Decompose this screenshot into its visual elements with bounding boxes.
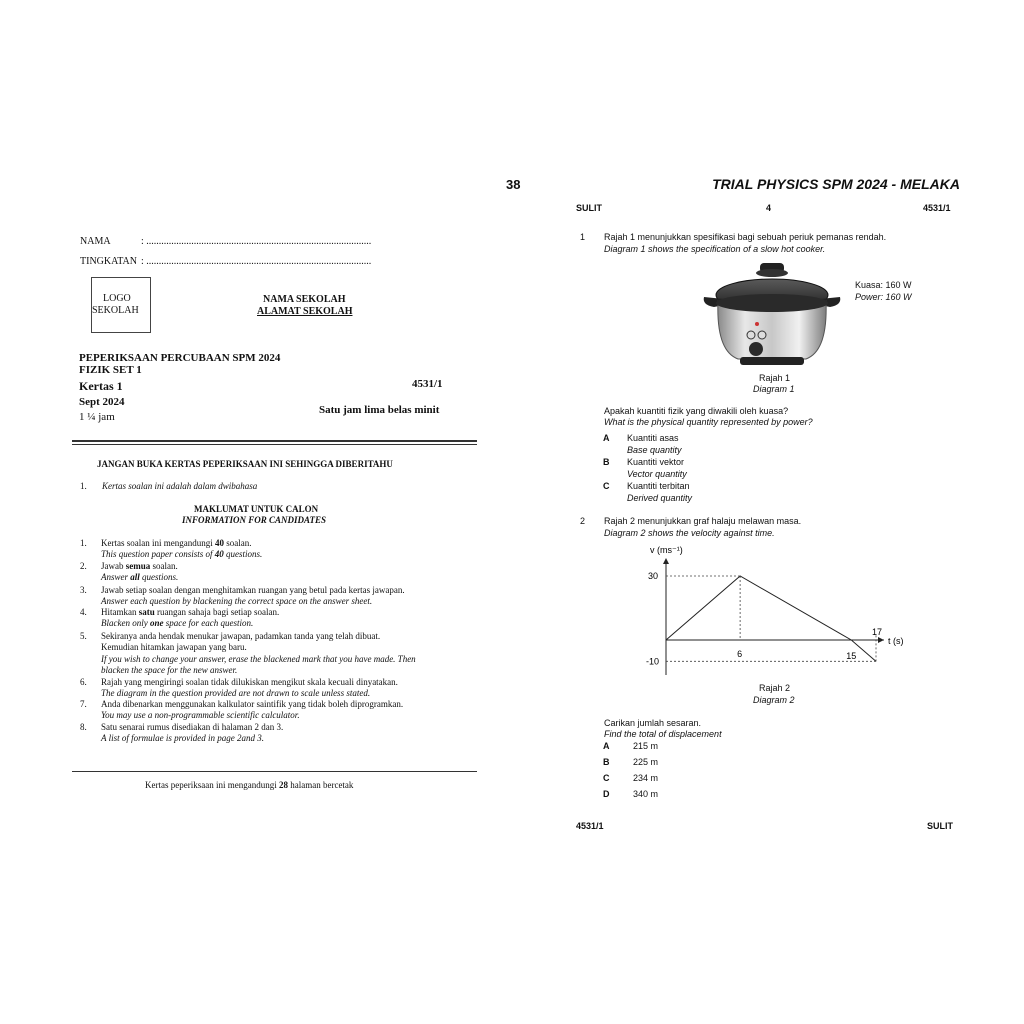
instruction-text-my-cont: Kemudian hitamkan jawapan yang baru. (101, 642, 247, 652)
q1-option-letter[interactable]: C (603, 481, 610, 491)
sulit-label-top: SULIT (576, 203, 602, 213)
q2-question-my: Carikan jumlah sesaran. (604, 718, 702, 728)
q1-caption-my: Rajah 1 (759, 373, 791, 383)
q2-option-c[interactable]: 234 m (633, 773, 659, 783)
q1-option-c-en[interactable]: Derived quantity (627, 493, 693, 503)
instruction-text-en: If you wish to change your answer, erase the blackened mark that you have made. Then (101, 654, 416, 664)
instruction-text-my: Jawab setiap soalan dengan menghitamkan ruangan yang betul pada kertas jawapan. (101, 585, 405, 595)
q1-option-a-en[interactable]: Base quantity (627, 445, 682, 455)
instruction-text-my: Jawab semua soalan. (101, 561, 178, 571)
duration: 1 ¼ jam (79, 411, 115, 423)
q1-option-letter[interactable]: B (603, 457, 610, 467)
instruction-text-en: You may use a non-programmable scientific calculator. (101, 710, 300, 720)
footer-divider (72, 771, 477, 772)
instruction-text-en: Answer all questions. (101, 572, 179, 582)
school-name: NAMA SEKOLAH (263, 294, 346, 305)
page-number: 38 (506, 177, 521, 192)
q2-option-letter[interactable]: B (603, 757, 610, 767)
paper-code: 4531/1 (412, 378, 443, 390)
warning-text: JANGAN BUKA KERTAS PEPERIKSAAN INI SEHINGGA DIBERITAHU (97, 459, 393, 469)
q2-caption-my: Rajah 2 (759, 683, 791, 693)
instruction-text-en: The diagram in the question provided are not drawn to scale unless stated. (101, 688, 371, 698)
q2-option-letter[interactable]: D (603, 789, 610, 799)
velocity-time-graph (630, 540, 920, 685)
page-no: 4 (766, 203, 772, 213)
q2-caption-en: Diagram 2 (753, 695, 795, 705)
footer-sulit: SULIT (927, 821, 953, 831)
q2-option-a[interactable]: 215 m (633, 741, 659, 751)
instruction-text-my: Satu senarai rumus disediakan di halaman 2 dan 3. (101, 722, 284, 732)
instruction-text-en: Answer each question by blackening the correct space on the answer sheet. (101, 596, 373, 606)
q1-power-my: Kuasa: 160 W (855, 280, 912, 290)
instruction-num: 8. (80, 722, 87, 732)
y-tick-label: 30 (648, 571, 659, 581)
x-axis-label: t (s) (888, 636, 904, 646)
q2-option-d[interactable]: 340 m (633, 789, 659, 799)
paper-number: Kertas 1 (79, 379, 123, 393)
instruction-num: 6. (80, 677, 87, 687)
q2-option-letter[interactable]: C (603, 773, 610, 783)
instruction-text-en-cont: blacken the space for the new answer. (101, 665, 238, 675)
q1-question-en: What is the physical quantity represented by power? (604, 417, 813, 427)
divider-double-bottom (72, 444, 477, 445)
q1-caption-en: Diagram 1 (753, 384, 795, 394)
page-count-suffix: halaman bercetak (290, 780, 354, 790)
exam-date: Sept 2024 (79, 396, 125, 408)
y-axis-label: v (ms⁻¹) (650, 545, 683, 555)
document-title: TRIAL PHYSICS SPM 2024 - MELAKA (712, 176, 960, 192)
divider-double-top (72, 440, 477, 442)
q1-option-a-my[interactable]: Kuantiti asas (627, 433, 679, 443)
instruction-text-en: This question paper consists of 40 questions. (101, 549, 263, 559)
q1-option-letter[interactable]: A (603, 433, 610, 443)
instruction-text-my: Rajah yang mengiringi soalan tidak dilukiskan mengikut skala kecuali dinyatakan. (101, 677, 398, 687)
tingkatan-label: TINGKATAN (80, 256, 137, 267)
q2-option-letter[interactable]: A (603, 741, 610, 751)
logo-text-2: SEKOLAH (92, 305, 139, 316)
page-count-value: 28 (278, 780, 288, 790)
subject: FIZIK SET 1 (79, 364, 142, 376)
exam-title: PEPERIKSAAN PERCUBAAN SPM 2024 (79, 352, 281, 364)
q2-text-en: Diagram 2 shows the velocity against time. (604, 528, 775, 538)
q1-question-my: Apakah kuantiti fizik yang diwakili oleh kuasa? (604, 406, 789, 416)
note-number: 1. (80, 481, 87, 491)
instruction-num: 1. (80, 538, 87, 548)
footer-code: 4531/1 (576, 821, 604, 831)
q1-number: 1 (580, 232, 586, 242)
page-count-prefix: Kertas peperiksaan ini mengandungi (145, 780, 277, 790)
instruction-text-en: A list of formulae is provided in page 2and 3. (101, 733, 264, 743)
velocity-series-line (666, 576, 876, 661)
q1-power-en: Power: 160 W (855, 292, 912, 302)
note-text: Kertas soalan ini adalah dalam dwibahasa (102, 481, 258, 491)
q1-text-my: Rajah 1 menunjukkan spesifikasi bagi sebuah periuk pemanas rendah. (604, 232, 887, 242)
instruction-text-my: Anda dibenarkan menggunakan kalkulator saintifik yang tidak boleh diprogramkan. (101, 699, 404, 709)
instruction-num: 2. (80, 561, 87, 571)
q1-option-c-my[interactable]: Kuantiti terbitan (627, 481, 690, 491)
instruction-text-en: Blacken only one space for each question. (101, 618, 254, 628)
school-address: ALAMAT SEKOLAH (257, 306, 353, 317)
duration-words: Satu jam lima belas minit (319, 404, 440, 416)
x-tick-label: 17 (872, 627, 883, 637)
q2-number: 2 (580, 516, 586, 526)
y-tick-label: -10 (646, 656, 660, 667)
q1-option-b-en[interactable]: Vector quantity (627, 469, 687, 479)
nama-label: NAMA (80, 236, 111, 247)
code-top: 4531/1 (923, 203, 951, 213)
q2-text-my: Rajah 2 menunjukkan graf halaju melawan masa. (604, 516, 802, 526)
logo-text-1: LOGO (103, 293, 131, 304)
q2-question-en: Find the total of displacement (604, 729, 722, 739)
q1-text-en: Diagram 1 shows the specification of a slow hot cooker. (604, 244, 826, 254)
instruction-num: 7. (80, 699, 87, 709)
x-tick-label: 15 (846, 651, 857, 661)
info-title-my: MAKLUMAT UNTUK CALON (194, 504, 319, 514)
instruction-text-my: Sekiranya anda hendak menukar jawapan, padamkan tanda yang telah dibuat. (101, 631, 381, 641)
instruction-num: 5. (80, 631, 87, 641)
y-axis-arrow (663, 558, 669, 564)
info-title-en: INFORMATION FOR CANDIDATES (182, 515, 327, 525)
school-logo-placeholder (91, 277, 151, 333)
slow-cooker-image (702, 259, 842, 371)
instruction-text-my: Kertas soalan ini mengandungi 40 soalan. (101, 538, 252, 548)
page-count-note (145, 780, 353, 790)
instruction-num: 4. (80, 607, 87, 617)
instruction-num: 3. (80, 585, 87, 595)
tingkatan-field: : .......................................................................................... (141, 256, 372, 267)
x-axis-arrow (878, 637, 884, 643)
q1-option-b-my[interactable]: Kuantiti vektor (627, 457, 685, 467)
x-tick-label: 6 (737, 649, 743, 659)
instruction-text-my: Hitamkan satu ruangan sahaja bagi setiap soalan. (101, 607, 280, 617)
nama-field: : .......................................................................................... (141, 236, 372, 247)
q2-option-b[interactable]: 225 m (633, 757, 659, 767)
